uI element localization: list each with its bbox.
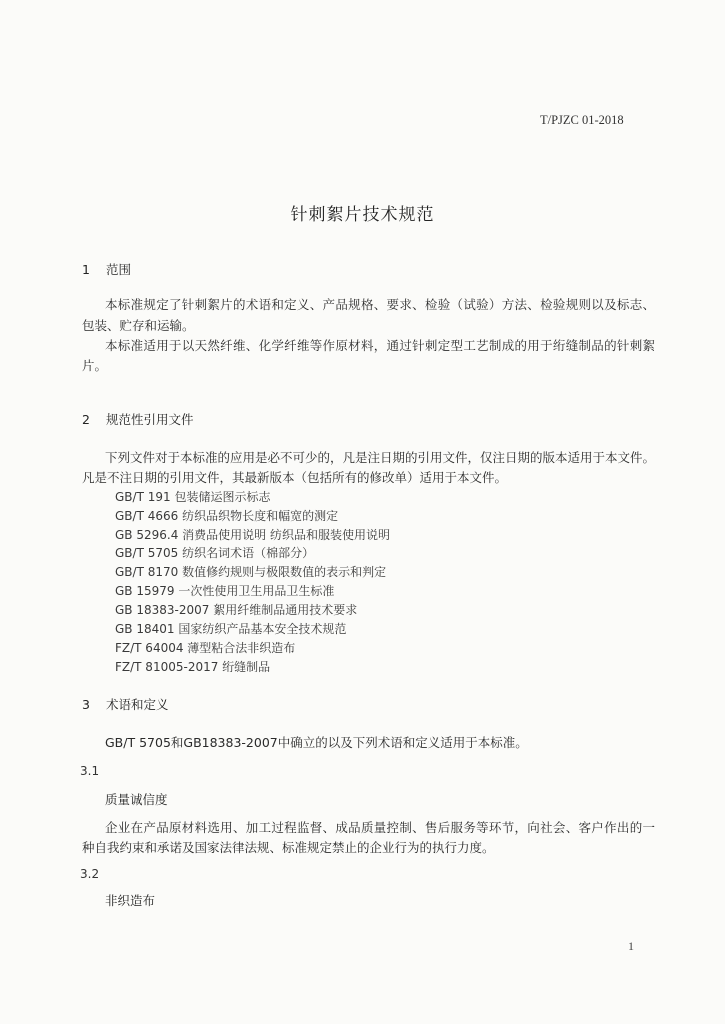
reference-item: GB/T 5705 纺织名词术语（棉部分） <box>115 546 315 560</box>
term-definition-line-1: 企业在产品原材料选用、加工过程监督、成品质量控制、售后服务等环节，向社会、客户作出的一 <box>105 820 655 835</box>
section-number: 2 <box>82 412 90 427</box>
references-intro-line-1: 下列文件对于本标准的应用是必不可少的，凡是注日期的引用文件，仅注日期的版本适用于本文件。 <box>105 450 655 465</box>
document-title: 针刺絮片技术规范 <box>290 205 435 225</box>
scope-paragraph-2-line-2: 片。 <box>82 358 108 373</box>
section-title: 术语和定义 <box>105 697 169 712</box>
document-code: T/PJZC 01-2018 <box>540 113 624 127</box>
section-title: 范围 <box>105 262 131 277</box>
reference-item: GB/T 4666 纺织品织物长度和幅宽的测定 <box>115 509 339 523</box>
page-number: 1 <box>628 939 634 953</box>
section-3-heading <box>82 697 169 713</box>
reference-item: GB/T 191 包装储运图示标志 <box>115 490 271 504</box>
scope-paragraph-1-line-1: 本标准规定了针刺絮片的术语和定义、产品规格、要求、检验（试验）方法、检验规则以及标志、 <box>105 297 655 312</box>
scope-paragraph-2-line-1: 本标准适用于以天然纤维、化学纤维等作原材料，通过针刺定型工艺制成的用于绗缝制品的针刺絮 <box>105 338 655 353</box>
reference-item: GB 15979 一次性使用卫生用品卫生标准 <box>115 584 335 598</box>
term-definition-line-2: 种自我约束和承诺及国家法律法规、标准规定禁止的企业行为的执行力度。 <box>82 840 495 855</box>
term-name: 质量诚信度 <box>105 792 168 807</box>
reference-item: GB/T 8170 数值修约规则与极限数值的表示和判定 <box>115 565 387 579</box>
clause-number: 3.2 <box>80 867 100 881</box>
reference-item: GB 18383-2007 絮用纤维制品通用技术要求 <box>115 603 358 617</box>
section-2-heading <box>82 412 194 428</box>
reference-item: FZ/T 81005-2017 绗缝制品 <box>115 660 271 674</box>
term-name: 非织造布 <box>105 893 156 908</box>
reference-item: FZ/T 64004 薄型粘合法非织造布 <box>115 641 296 655</box>
section-number: 1 <box>82 262 90 277</box>
section-number: 3 <box>82 697 90 712</box>
reference-item: GB 18401 国家纺织产品基本安全技术规范 <box>115 622 347 636</box>
terms-intro: GB/T 5705和GB18383-2007中确立的以及下列术语和定义适用于本标准。 <box>105 735 528 750</box>
section-title: 规范性引用文件 <box>105 412 194 427</box>
reference-item: GB 5296.4 消费品使用说明 纺织品和服装使用说明 <box>115 528 390 542</box>
clause-number: 3.1 <box>80 764 100 778</box>
references-intro-line-2: 凡是不注日期的引用文件，其最新版本（包括所有的修改单）适用于本文件。 <box>82 470 508 485</box>
section-1-heading <box>82 262 131 278</box>
scope-paragraph-1-line-2: 包装、贮存和运输。 <box>82 318 195 333</box>
